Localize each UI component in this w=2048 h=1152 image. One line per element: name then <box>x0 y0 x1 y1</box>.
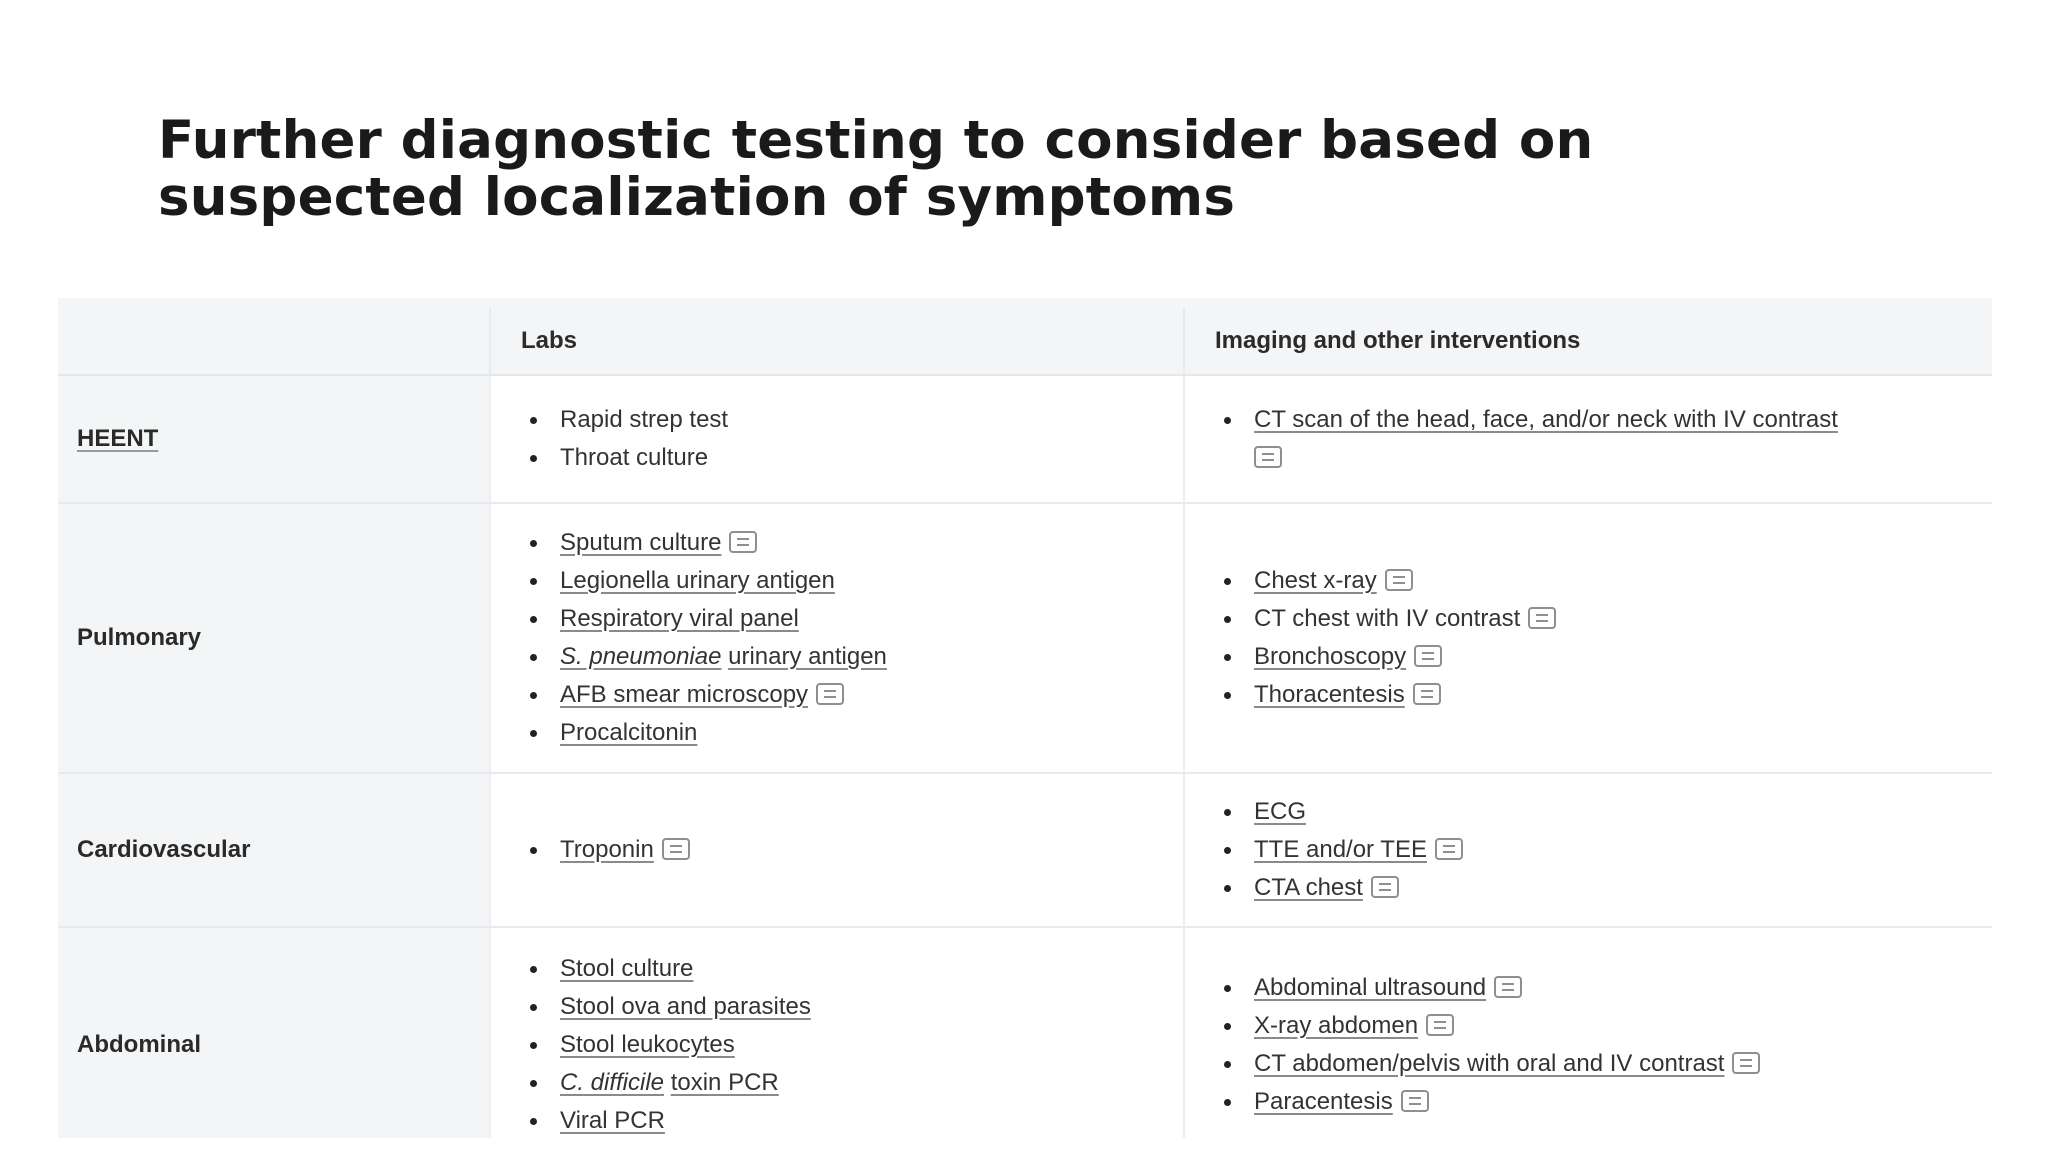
list-item <box>1224 1045 1991 1083</box>
note-icon[interactable] <box>662 838 690 860</box>
list-item <box>530 600 1182 638</box>
header-corner-cell <box>58 308 490 375</box>
labs-list-cardiovascular <box>492 831 1182 869</box>
list-item <box>1224 600 1991 638</box>
lab-rapid-strep: Rapid strep test <box>560 406 729 433</box>
link-respiratory-viral-panel[interactable]: Respiratory viral panel <box>560 605 799 632</box>
list-item <box>1224 1083 1991 1121</box>
imaging-cell-cardiovascular <box>1184 773 1992 927</box>
list-item <box>1224 638 1991 676</box>
link-legionella-antigen[interactable]: Legionella urinary antigen <box>560 567 835 594</box>
list-item <box>1224 969 1991 1007</box>
link-afb-smear[interactable]: AFB smear microscopy <box>560 681 809 708</box>
header-imaging: Imaging and other interventions <box>1184 308 1992 375</box>
table-row-heent <box>58 375 1992 503</box>
row-label-heent <box>58 375 490 503</box>
list-item <box>530 439 1182 477</box>
row-label-abdominal <box>58 927 490 1138</box>
labs-list-abdominal <box>492 950 1182 1138</box>
link-cta-chest[interactable]: CTA chest <box>1254 874 1363 901</box>
row-label-text: Cardiovascular <box>77 836 251 863</box>
table-row-pulmonary <box>58 503 1992 773</box>
diagnostic-table-container <box>58 298 1992 1138</box>
list-item <box>530 950 1182 988</box>
link-ct-head-neck[interactable]: CT scan of the head, face, and/or neck with IV contrast <box>1254 406 1838 433</box>
list-item <box>530 562 1182 600</box>
note-icon[interactable] <box>729 531 757 553</box>
note-icon[interactable] <box>1494 976 1522 998</box>
row-label-text[interactable]: HEENT <box>77 425 159 452</box>
list-item <box>1224 676 1991 714</box>
link-thoracentesis[interactable]: Thoracentesis <box>1254 681 1405 708</box>
link-troponin[interactable]: Troponin <box>560 836 654 863</box>
imaging-list-abdominal <box>1186 969 1991 1121</box>
list-item <box>530 988 1182 1026</box>
row-label-pulmonary <box>58 503 490 773</box>
row-label-cardiovascular <box>58 773 490 927</box>
list-item <box>1224 831 1991 869</box>
list-item <box>1224 793 1991 831</box>
labs-cell-heent <box>490 375 1184 503</box>
link-c-difficile[interactable]: C. difficile <box>560 1069 665 1096</box>
labs-cell-abdominal <box>490 927 1184 1138</box>
table-row-abdominal <box>58 927 1992 1138</box>
link-sputum-culture[interactable]: Sputum culture <box>560 529 722 556</box>
note-icon[interactable] <box>1385 569 1413 591</box>
note-icon[interactable] <box>1371 876 1399 898</box>
link-urinary-antigen[interactable]: urinary antigen <box>728 643 887 670</box>
link-paracentesis[interactable]: Paracentesis <box>1254 1088 1393 1115</box>
labs-list-pulmonary <box>492 524 1182 752</box>
list-item <box>530 401 1182 439</box>
imaging-cell-heent <box>1184 375 1992 503</box>
table-header-row <box>58 308 1992 375</box>
list-item <box>530 1064 1182 1102</box>
imaging-list-cardiovascular <box>1186 793 1991 907</box>
link-s-pneumoniae[interactable]: S. pneumoniae <box>560 643 722 670</box>
link-stool-leukocytes[interactable]: Stool leukocytes <box>560 1031 735 1058</box>
lab-throat-culture: Throat culture <box>560 444 709 471</box>
labs-list-heent <box>492 401 1182 477</box>
imaging-list-pulmonary <box>1186 562 1991 714</box>
link-bronchoscopy[interactable]: Bronchoscopy <box>1254 643 1407 670</box>
link-stool-culture[interactable]: Stool culture <box>560 955 694 982</box>
row-label-text: Abdominal <box>77 1031 201 1058</box>
imaging-cell-pulmonary <box>1184 503 1992 773</box>
list-item <box>1224 401 1991 477</box>
link-toxin-pcr[interactable]: toxin PCR <box>670 1069 779 1096</box>
imaging-list-heent <box>1186 401 1991 477</box>
note-icon[interactable] <box>1414 645 1442 667</box>
link-viral-pcr[interactable]: Viral PCR <box>560 1107 665 1134</box>
link-chest-xray[interactable]: Chest x-ray <box>1254 567 1377 594</box>
note-icon[interactable] <box>1401 1090 1429 1112</box>
link-procalcitonin[interactable]: Procalcitonin <box>560 719 698 746</box>
labs-cell-cardiovascular <box>490 773 1184 927</box>
link-ecg[interactable]: ECG <box>1254 798 1307 825</box>
imaging-cell-abdominal <box>1184 927 1992 1138</box>
note-icon[interactable] <box>1413 683 1441 705</box>
item-ct-chest: CT chest with IV contrast <box>1254 605 1521 632</box>
list-item <box>530 1102 1182 1138</box>
link-ct-abdomen-pelvis[interactable]: CT abdomen/pelvis with oral and IV contrast <box>1254 1050 1725 1077</box>
list-item <box>1224 562 1991 600</box>
note-icon[interactable] <box>1732 1052 1760 1074</box>
slide-title: Further diagnostic testing to consider based on suspected localization of symptoms <box>158 110 1594 228</box>
note-icon[interactable] <box>816 683 844 705</box>
table-row-cardiovascular <box>58 773 1992 927</box>
list-item <box>530 676 1182 714</box>
header-labs: Labs <box>490 308 1184 375</box>
diagnostic-table <box>58 308 1992 1138</box>
link-tte-tee[interactable]: TTE and/or TEE <box>1254 836 1427 863</box>
note-icon[interactable] <box>1426 1014 1454 1036</box>
list-item <box>530 1026 1182 1064</box>
note-icon[interactable] <box>1254 446 1282 468</box>
list-item <box>530 714 1182 752</box>
row-label-text: Pulmonary <box>77 624 202 651</box>
list-item <box>530 638 1182 676</box>
list-item <box>530 831 1182 869</box>
labs-cell-pulmonary <box>490 503 1184 773</box>
note-icon[interactable] <box>1528 607 1556 629</box>
link-stool-ova-parasites[interactable]: Stool ova and parasites <box>560 993 811 1020</box>
link-abdominal-ultrasound[interactable]: Abdominal ultrasound <box>1254 974 1487 1001</box>
note-icon[interactable] <box>1435 838 1463 860</box>
link-xray-abdomen[interactable]: X-ray abdomen <box>1254 1012 1419 1039</box>
list-item <box>1224 1007 1991 1045</box>
list-item <box>530 524 1182 562</box>
list-item <box>1224 869 1991 907</box>
